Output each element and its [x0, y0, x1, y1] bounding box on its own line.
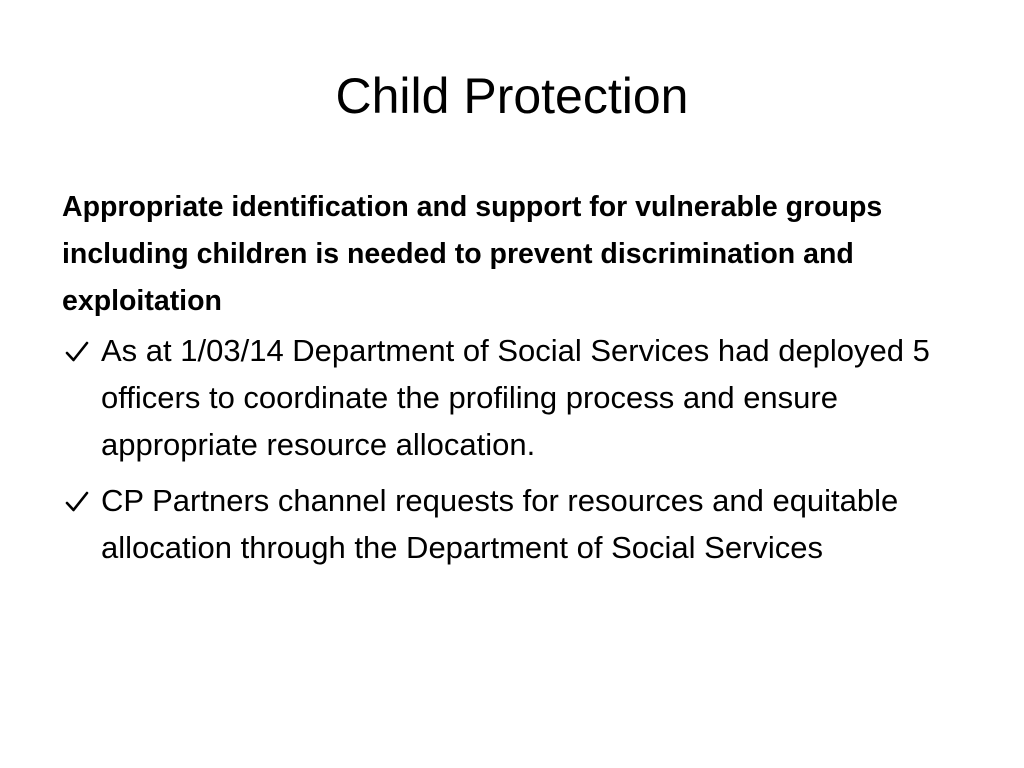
checkmark-icon [64, 489, 90, 515]
bullet-text: As at 1/03/14 Department of Social Services had deployed 5 officers to coordinate the profiling process and ensure appropriate resource allocation. [101, 333, 930, 462]
slide-body [62, 184, 962, 571]
bullet-text: CP Partners channel requests for resources and equitable allocation through the Department of Social Services [101, 483, 899, 565]
slide-title: Child Protection [335, 68, 689, 124]
lead-statement: Appropriate identification and support for vulnerable groups including children is needed to prevent discrimination and exploitation [62, 191, 883, 317]
bullet-item [62, 477, 962, 571]
bullet-item [62, 327, 962, 468]
checkmark-icon [64, 339, 90, 365]
bullet-list [62, 327, 962, 571]
